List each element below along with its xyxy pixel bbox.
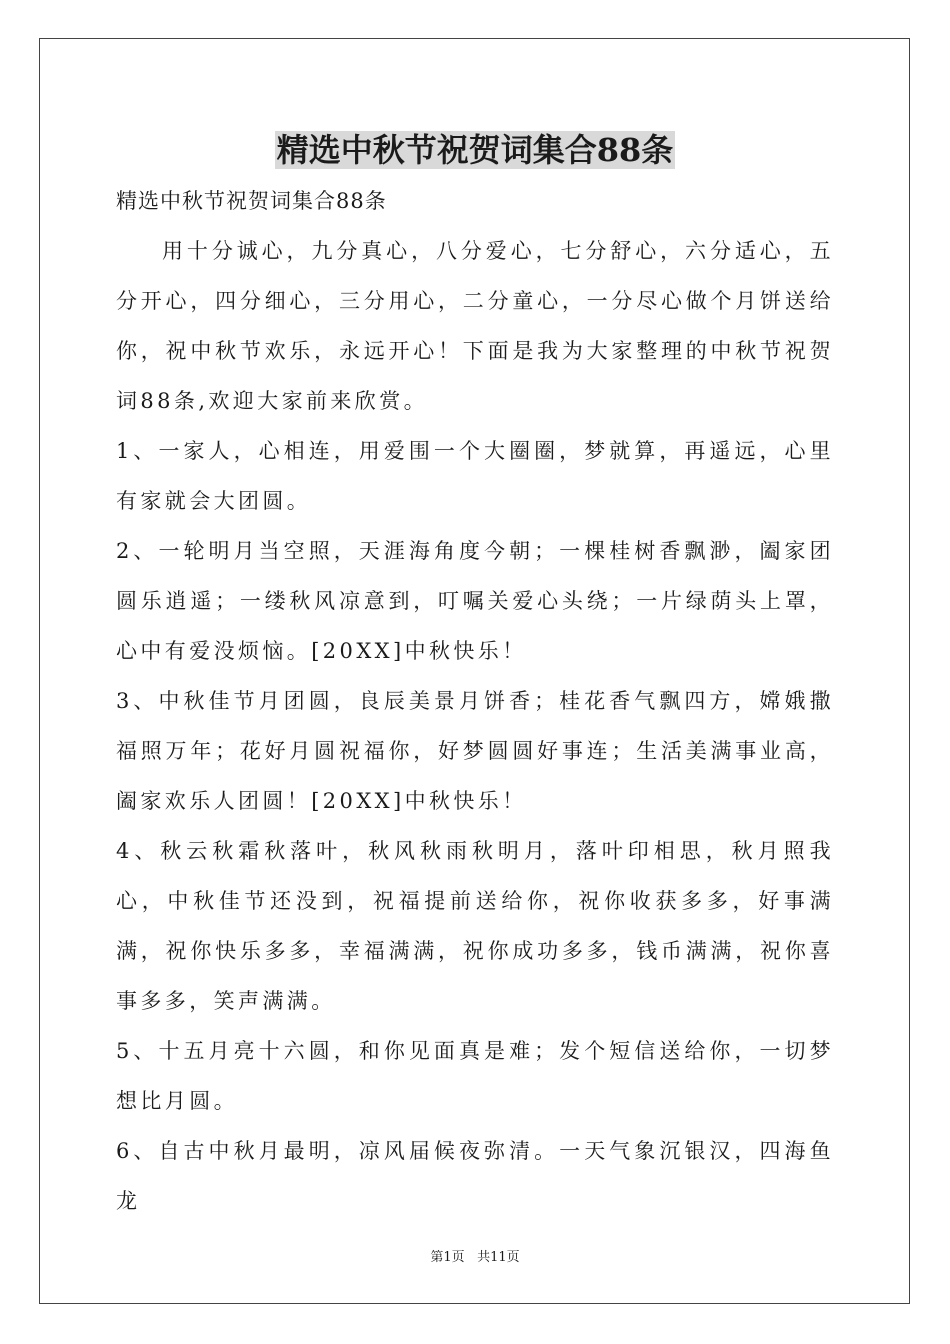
total-pages: 共11页	[477, 1250, 520, 1265]
greeting-item-3: 3、中秋佳节月团圆，良辰美景月饼香；桂花香气飘四方，嫦娥撒福照万年；花好月圆祝福你，好梦圆圆好事连；生活美满事业高，阖家欢乐人团圆！[20XX]中秋快乐！	[116, 689, 834, 813]
intro-paragraph: 用十分诚心，九分真心，八分爱心，七分舒心，六分适心，五分开心，四分细心，三分用心，二分童心，一分尽心做个月饼送给你，祝中秋节欢乐，永远开心！下面是我为大家整理的中秋节祝贺词88条,欢迎大家前来欣赏。	[116, 239, 834, 413]
document-subtitle: 精选中秋节祝贺词集合88条	[116, 189, 387, 213]
greeting-item-6: 6、自古中秋月最明，凉风届候夜弥清。一天气象沉银汉，四海鱼龙	[116, 1139, 834, 1213]
page-footer	[0, 1246, 950, 1265]
page-number: 第1页	[430, 1250, 465, 1265]
greeting-item-2: 2、一轮明月当空照，天涯海角度今朝；一棵桂树香飘渺，阖家团圆乐逍遥；一缕秋风凉意到，叮嘱关爱心头绕；一片绿荫头上罩，心中有爱没烦恼。[20XX]中秋快乐！	[116, 539, 834, 663]
greeting-item-4: 4、秋云秋霜秋落叶，秋风秋雨秋明月，落叶印相思，秋月照我心，中秋佳节还没到，祝福提前送给你，祝你收获多多，好事满满，祝你快乐多多，幸福满满，祝你成功多多，钱币满满，祝你喜事多多，笑声满满。	[116, 839, 834, 1013]
greeting-item-1: 1、一家人，心相连，用爱围一个大圈圈，梦就算，再遥远，心里有家就会大团圆。	[116, 439, 834, 513]
document-title	[116, 124, 834, 176]
greeting-item-5: 5、十五月亮十六圆，和你见面真是难；发个短信送给你，一切梦想比月圆。	[116, 1039, 834, 1113]
document-body	[116, 124, 834, 1226]
document-title-text: 精选中秋节祝贺词集合88条	[276, 131, 674, 169]
